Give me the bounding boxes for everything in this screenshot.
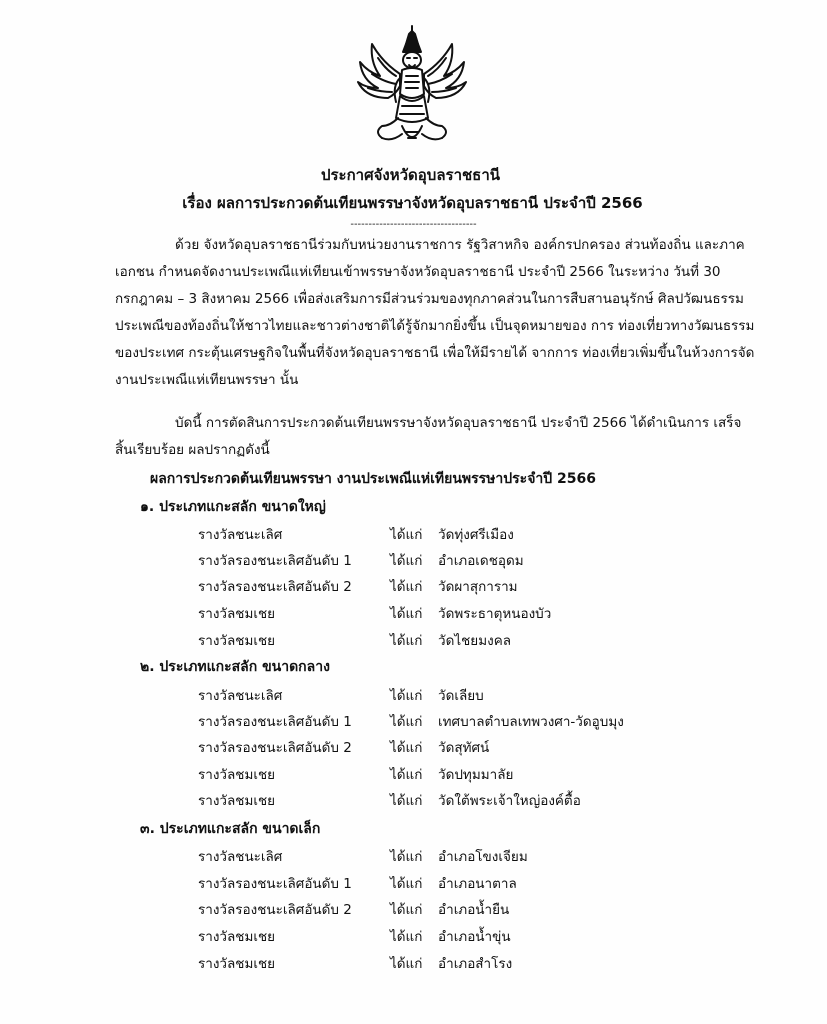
award-label: รางวัลชมเชย bbox=[198, 633, 276, 649]
award-label: รางวัลชนะเลิศ bbox=[198, 688, 283, 704]
recipient-prefix: ได้แก่ bbox=[390, 553, 423, 569]
recipient-prefix: ได้แก่ bbox=[390, 876, 423, 892]
recipient-prefix: ได้แก่ bbox=[390, 714, 423, 730]
recipient-prefix: ได้แก่ bbox=[390, 902, 423, 918]
award-label: รางวัลรองชนะเลิศอันดับ 1 bbox=[198, 714, 352, 730]
recipient-prefix: ได้แก่ bbox=[390, 688, 423, 704]
recipient-prefix: ได้แก่ bbox=[390, 929, 423, 945]
winner-name: วัดปทุมมาลัย bbox=[438, 767, 514, 783]
winner-name: วัดใต้พระเจ้าใหญ่องค์ตื้อ bbox=[438, 793, 581, 809]
award-label: รางวัลชมเชย bbox=[198, 956, 276, 972]
category-medium-heading: ๒. ประเภทแกะสลัก ขนาดกลาง bbox=[140, 659, 330, 675]
results-heading: ผลการประกวดต้นเทียนพรรษา งานประเพณีแห่เทียนพรรษาประจำปี 2566 bbox=[150, 471, 596, 487]
winner-name: วัดไชยมงคล bbox=[438, 633, 512, 649]
recipient-prefix: ได้แก่ bbox=[390, 606, 423, 622]
recipient-prefix: ได้แก่ bbox=[390, 849, 423, 865]
winner-name: วัดทุ่งศรีเมือง bbox=[438, 527, 514, 543]
category-large-heading: ๑. ประเภทแกะสลัก ขนาดใหญ่ bbox=[140, 499, 326, 515]
recipient-prefix: ได้แก่ bbox=[390, 767, 423, 783]
award-label: รางวัลชมเชย bbox=[198, 606, 276, 622]
recipient-prefix: ได้แก่ bbox=[390, 633, 423, 649]
winner-name: อำเภอนาตาล bbox=[438, 876, 517, 892]
winner-name: วัดพระธาตุหนองบัว bbox=[438, 606, 552, 622]
category-small-heading: ๓. ประเภทแกะสลัก ขนาดเล็ก bbox=[140, 821, 321, 837]
paragraph-2-text: บัดนี้ การตัดสินการประกวดต้นเทียนพรรษาจังหวัดอุบลราชธานี ประจำปี 2566 ได้ดำเนินการ เสร็จสิ้นเรียบร้อย ผลปรากฏดังนี้ bbox=[115, 415, 742, 458]
award-label: รางวัลชมเชย bbox=[198, 767, 276, 783]
divider-line: ----------------------------------- bbox=[350, 219, 477, 230]
award-label: รางวัลรองชนะเลิศอันดับ 1 bbox=[198, 876, 352, 892]
award-label: รางวัลรองชนะเลิศอันดับ 2 bbox=[198, 740, 352, 756]
recipient-prefix: ได้แก่ bbox=[390, 793, 423, 809]
award-label: รางวัลชมเชย bbox=[198, 929, 276, 945]
winner-name: อำเภอเดชอุดม bbox=[438, 553, 524, 569]
award-label: รางวัลชนะเลิศ bbox=[198, 527, 283, 543]
winner-name: เทศบาลตำบลเทพวงศา-วัดอูบมุง bbox=[438, 714, 624, 730]
winner-name: อำเภอโขงเจียม bbox=[438, 849, 528, 865]
award-label: รางวัลรองชนะเลิศอันดับ 2 bbox=[198, 902, 352, 918]
winner-name: วัดเลียบ bbox=[438, 688, 484, 704]
paragraph-1 bbox=[115, 232, 755, 394]
title-block bbox=[0, 165, 827, 231]
recipient-prefix: ได้แก่ bbox=[390, 527, 423, 543]
winner-name: อำเภอน้ำยืน bbox=[438, 902, 510, 918]
winner-name: อำเภอสำโรง bbox=[438, 956, 513, 972]
garuda-emblem-icon bbox=[352, 22, 472, 150]
announcement-subject: เรื่อง ผลการประกวดต้นเทียนพรรษาจังหวัดอุบลราชธานี ประจำปี 2566 bbox=[182, 194, 643, 212]
recipient-prefix: ได้แก่ bbox=[390, 740, 423, 756]
recipient-prefix: ได้แก่ bbox=[390, 956, 423, 972]
announcement-title: ประกาศจังหวัดอุบลราชธานี bbox=[320, 166, 501, 184]
paragraph-1-text: ด้วย จังหวัดอุบลราชธานีร่วมกับหน่วยงานราชการ รัฐวิสาหกิจ องค์กรปกครอง ส่วนท้องถิ่น และภาคเอกชน กำหนดจัดงานประเพณีแห่เทียนเข้าพรรษาจังหวัดอุบลราชธานี ประจำปี 2566 ในระหว่าง วันที่ 30 กรกฎาคม – 3 สิงหาคม 2566 เพื่อส่งเสริมการมีส่วนร่วมของทุกภาคส่วนในการสืบสานอนุรักษ์ ศิลปวัฒนธรรม ประเพณีของท้องถิ่นให้ชาวไทยและชาวต่างชาติได้รู้จักมากยิ่งขึ้น เป็นจุดหมายของ การ ท่องเที่ยวทางวัฒนธรรมของประเทศ กระตุ้นเศรษฐกิจในพื้นที่จังหวัดอุบลราชธานี เพื่อให้มีรายได้ จากการ ท่องเที่ยวเพิ่มขึ้นในห้วงการจัดงานประเพณีแห่เทียนพรรษา นั้น bbox=[115, 237, 755, 388]
paragraph-2 bbox=[115, 410, 755, 464]
award-label: รางวัลรองชนะเลิศอันดับ 2 bbox=[198, 579, 352, 595]
award-label: รางวัลชมเชย bbox=[198, 793, 276, 809]
winner-name: วัดสุทัศน์ bbox=[438, 740, 490, 756]
award-label: รางวัลชนะเลิศ bbox=[198, 849, 283, 865]
recipient-prefix: ได้แก่ bbox=[390, 579, 423, 595]
winner-name: อำเภอน้ำขุ่น bbox=[438, 929, 511, 945]
award-label: รางวัลรองชนะเลิศอันดับ 1 bbox=[198, 553, 352, 569]
winner-name: วัดผาสุการาม bbox=[438, 579, 518, 595]
